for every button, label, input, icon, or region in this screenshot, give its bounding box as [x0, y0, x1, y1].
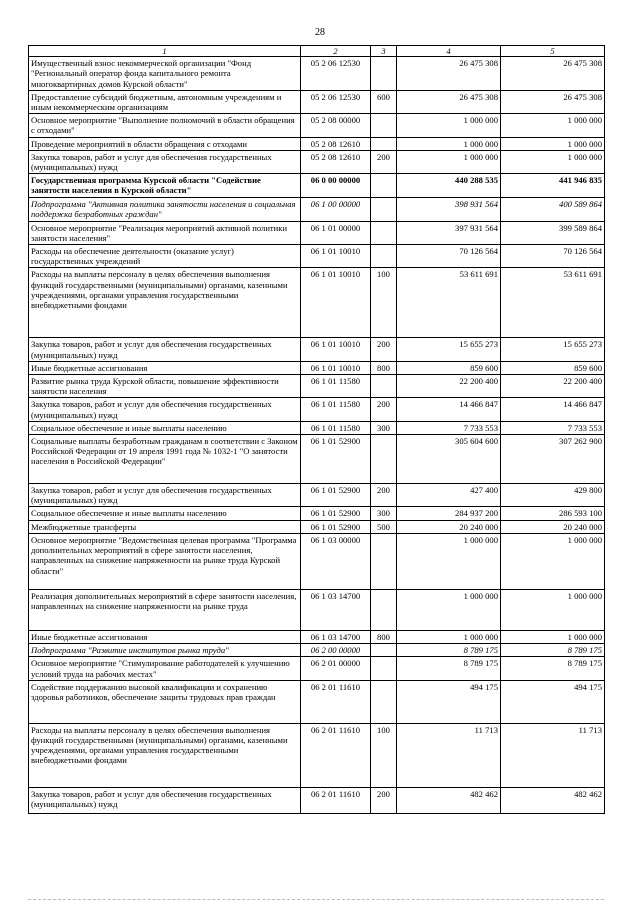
amount-year-2-cell: 11 713 — [501, 723, 605, 787]
target-code-cell: 06 1 01 52900 — [301, 520, 371, 533]
row-name-cell: Расходы на выплаты персоналу в целях обеспечения выполнения функций государственными (муниципальными) органами, казенными учреждениями, органами управления государственными внебюджетными фондами — [29, 268, 301, 338]
target-code-cell: 06 1 01 11580 — [301, 398, 371, 421]
row-name-cell: Государственная программа Курской области "Содействие занятости населения в Курской области" — [29, 174, 301, 198]
target-code-cell: 06 2 00 00000 — [301, 644, 371, 657]
amount-year-2-cell: 53 611 691 — [501, 268, 605, 338]
amount-year-1-cell: 1 000 000 — [397, 630, 501, 643]
amount-year-2-cell: 1 000 000 — [501, 533, 605, 589]
column-number-2: 2 — [301, 46, 371, 57]
table-row — [29, 787, 605, 813]
target-code-cell: 06 1 01 10010 — [301, 268, 371, 338]
row-name-cell: Социальные выплаты безработным гражданам в соответствии с Законом Российской Федерации от 19 апреля 1991 года № 1032-1 "О занятости населения в Российской Федерации" — [29, 435, 301, 484]
amount-year-1-cell: 1 000 000 — [397, 533, 501, 589]
row-name-cell: Расходы на обеспечение деятельности (оказание услуг) государственных учреждений — [29, 245, 301, 268]
amount-year-1-cell: 8 789 175 — [397, 644, 501, 657]
amount-year-2-cell: 26 475 308 — [501, 90, 605, 113]
row-name-cell: Основное мероприятие "Выполнение полномочий в области обращения с отходами" — [29, 114, 301, 137]
row-name-cell: Реализация дополнительных мероприятий в сфере занятости населения, направленных на снижение напряженности на рынке труда — [29, 589, 301, 630]
table-row — [29, 723, 605, 787]
table-row — [29, 680, 605, 723]
row-name-cell: Социальное обеспечение и иные выплаты населению — [29, 507, 301, 520]
target-code-cell: 06 1 01 52900 — [301, 435, 371, 484]
target-code-cell: 06 1 01 11580 — [301, 421, 371, 434]
amount-year-2-cell: 20 240 000 — [501, 520, 605, 533]
expense-type-cell — [371, 137, 397, 150]
table-row — [29, 657, 605, 680]
amount-year-2-cell: 8 789 175 — [501, 657, 605, 680]
table-row — [29, 338, 605, 361]
table-row — [29, 361, 605, 374]
expense-type-cell — [371, 198, 397, 221]
amount-year-1-cell: 7 733 553 — [397, 421, 501, 434]
amount-year-1-cell: 26 475 308 — [397, 57, 501, 91]
amount-year-2-cell: 1 000 000 — [501, 137, 605, 150]
row-name-cell: Содействие поддержанию высокой квалификации и сохранению здоровья работников, обеспечение защиты трудовых прав граждан — [29, 680, 301, 723]
target-code-cell: 06 1 01 00000 — [301, 221, 371, 244]
amount-year-2-cell: 441 946 835 — [501, 174, 605, 198]
amount-year-1-cell: 284 937 200 — [397, 507, 501, 520]
expense-type-cell: 200 — [371, 484, 397, 507]
expense-type-cell: 100 — [371, 723, 397, 787]
table-row — [29, 268, 605, 338]
expense-type-cell: 200 — [371, 338, 397, 361]
target-code-cell: 05 2 06 12530 — [301, 57, 371, 91]
table-row — [29, 90, 605, 113]
amount-year-1-cell: 1 000 000 — [397, 114, 501, 137]
target-code-cell: 06 0 00 00000 — [301, 174, 371, 198]
target-code-cell: 06 1 01 11580 — [301, 375, 371, 398]
row-name-cell: Закупка товаров, работ и услуг для обеспечения государственных (муниципальных) нужд — [29, 484, 301, 507]
row-name-cell: Основное мероприятие "Ведомственная целевая программа "Программа дополнительных мероприятий в сфере занятости населения, направленных на снижение напряженности на рынке труда Курской области" — [29, 533, 301, 589]
amount-year-1-cell: 70 126 564 — [397, 245, 501, 268]
amount-year-1-cell: 1 000 000 — [397, 589, 501, 630]
column-number-3: 3 — [371, 46, 397, 57]
amount-year-2-cell: 26 475 308 — [501, 57, 605, 91]
amount-year-1-cell: 53 611 691 — [397, 268, 501, 338]
amount-year-2-cell: 429 800 — [501, 484, 605, 507]
table-row — [29, 114, 605, 137]
row-name-cell: Развитие рынка труда Курской области, повышение эффективности занятости населения — [29, 375, 301, 398]
expense-type-cell: 800 — [371, 361, 397, 374]
expense-type-cell — [371, 375, 397, 398]
amount-year-1-cell: 22 200 400 — [397, 375, 501, 398]
expense-type-cell: 600 — [371, 90, 397, 113]
row-name-cell: Имущественный взнос некоммерческой организации "Фонд "Региональный оператор фонда капитального ремонта многоквартирных домов Курской области" — [29, 57, 301, 91]
row-name-cell: Закупка товаров, работ и услуг для обеспечения государственных (муниципальных) нужд — [29, 398, 301, 421]
table-row — [29, 398, 605, 421]
row-name-cell: Подпрограмма "Развитие институтов рынка труда" — [29, 644, 301, 657]
row-name-cell: Закупка товаров, работ и услуг для обеспечения государственных (муниципальных) нужд — [29, 787, 301, 813]
target-code-cell: 06 2 01 11610 — [301, 723, 371, 787]
table-row — [29, 630, 605, 643]
expense-type-cell — [371, 245, 397, 268]
amount-year-2-cell: 859 600 — [501, 361, 605, 374]
table-row — [29, 198, 605, 221]
target-code-cell: 05 2 08 12610 — [301, 137, 371, 150]
row-name-cell: Расходы на выплаты персоналу в целях обеспечения выполнения функций государственными (муниципальными) органами, казенными учреждениями, органами управления государственными внебюджетными фондами — [29, 723, 301, 787]
amount-year-2-cell: 7 733 553 — [501, 421, 605, 434]
target-code-cell: 06 1 01 10010 — [301, 361, 371, 374]
target-code-cell: 06 1 03 00000 — [301, 533, 371, 589]
budget-table — [28, 45, 605, 814]
row-name-cell: Предоставление субсидий бюджетным, автономным учреждениям и иным некоммерческим организациям — [29, 90, 301, 113]
row-name-cell: Подпрограмма "Активная политика занятости населения и социальная поддержка безработных граждан" — [29, 198, 301, 221]
row-name-cell: Иные бюджетные ассигнования — [29, 630, 301, 643]
amount-year-1-cell: 14 466 847 — [397, 398, 501, 421]
amount-year-1-cell: 26 475 308 — [397, 90, 501, 113]
amount-year-1-cell: 398 931 564 — [397, 198, 501, 221]
footer-divider — [28, 899, 604, 900]
row-name-cell: Закупка товаров, работ и услуг для обеспечения государственных (муниципальных) нужд — [29, 150, 301, 173]
table-row — [29, 57, 605, 91]
table-row — [29, 221, 605, 244]
table-row — [29, 137, 605, 150]
expense-type-cell — [371, 657, 397, 680]
table-row — [29, 507, 605, 520]
column-number-4: 4 — [397, 46, 501, 57]
amount-year-1-cell: 1 000 000 — [397, 137, 501, 150]
amount-year-2-cell: 286 593 100 — [501, 507, 605, 520]
amount-year-1-cell: 1 000 000 — [397, 150, 501, 173]
expense-type-cell: 100 — [371, 268, 397, 338]
amount-year-1-cell: 305 604 600 — [397, 435, 501, 484]
amount-year-1-cell: 440 288 535 — [397, 174, 501, 198]
amount-year-2-cell: 22 200 400 — [501, 375, 605, 398]
table-row — [29, 644, 605, 657]
column-number-1: 1 — [29, 46, 301, 57]
row-name-cell: Закупка товаров, работ и услуг для обеспечения государственных (муниципальных) нужд — [29, 338, 301, 361]
row-name-cell: Социальное обеспечение и иные выплаты населению — [29, 421, 301, 434]
expense-type-cell — [371, 57, 397, 91]
amount-year-2-cell: 494 175 — [501, 680, 605, 723]
expense-type-cell: 800 — [371, 630, 397, 643]
expense-type-cell — [371, 114, 397, 137]
target-code-cell: 06 1 03 14700 — [301, 630, 371, 643]
amount-year-1-cell: 20 240 000 — [397, 520, 501, 533]
amount-year-1-cell: 427 400 — [397, 484, 501, 507]
table-row — [29, 421, 605, 434]
target-code-cell: 06 2 01 00000 — [301, 657, 371, 680]
amount-year-2-cell: 399 589 864 — [501, 221, 605, 244]
target-code-cell: 06 2 01 11610 — [301, 680, 371, 723]
table-row — [29, 150, 605, 173]
target-code-cell: 05 2 08 00000 — [301, 114, 371, 137]
table-row — [29, 435, 605, 484]
target-code-cell: 06 1 01 52900 — [301, 507, 371, 520]
target-code-cell: 06 1 01 10010 — [301, 338, 371, 361]
expense-type-cell: 300 — [371, 507, 397, 520]
expense-type-cell — [371, 680, 397, 723]
expense-type-cell — [371, 533, 397, 589]
expense-type-cell: 200 — [371, 150, 397, 173]
expense-type-cell — [371, 435, 397, 484]
page-number: 28 — [315, 27, 325, 38]
table-row — [29, 245, 605, 268]
target-code-cell: 06 1 00 00000 — [301, 198, 371, 221]
expense-type-cell: 200 — [371, 787, 397, 813]
row-name-cell: Основное мероприятие "Стимулирование работодателей к улучшению условий труда на рабочих местах" — [29, 657, 301, 680]
amount-year-2-cell: 70 126 564 — [501, 245, 605, 268]
target-code-cell: 06 2 01 11610 — [301, 787, 371, 813]
row-name-cell: Основное мероприятие "Реализация мероприятий активной политики занятости населения" — [29, 221, 301, 244]
expense-type-cell: 500 — [371, 520, 397, 533]
table-row — [29, 375, 605, 398]
column-number-row — [29, 46, 605, 57]
target-code-cell: 06 1 01 10010 — [301, 245, 371, 268]
target-code-cell: 06 1 01 52900 — [301, 484, 371, 507]
amount-year-2-cell: 15 655 273 — [501, 338, 605, 361]
expense-type-cell — [371, 221, 397, 244]
amount-year-1-cell: 494 175 — [397, 680, 501, 723]
amount-year-2-cell: 1 000 000 — [501, 150, 605, 173]
amount-year-2-cell: 1 000 000 — [501, 589, 605, 630]
expense-type-cell — [371, 589, 397, 630]
expense-type-cell — [371, 644, 397, 657]
expense-type-cell: 200 — [371, 398, 397, 421]
amount-year-2-cell: 482 462 — [501, 787, 605, 813]
target-code-cell: 05 2 06 12530 — [301, 90, 371, 113]
amount-year-1-cell: 397 931 564 — [397, 221, 501, 244]
row-name-cell: Иные бюджетные ассигнования — [29, 361, 301, 374]
row-name-cell: Проведение мероприятий в области обращения с отходами — [29, 137, 301, 150]
expense-type-cell: 300 — [371, 421, 397, 434]
amount-year-2-cell: 14 466 847 — [501, 398, 605, 421]
expense-type-cell — [371, 174, 397, 198]
target-code-cell: 06 1 03 14700 — [301, 589, 371, 630]
table-row — [29, 589, 605, 630]
table-row — [29, 520, 605, 533]
amount-year-1-cell: 11 713 — [397, 723, 501, 787]
amount-year-2-cell: 400 589 864 — [501, 198, 605, 221]
table-row — [29, 484, 605, 507]
amount-year-1-cell: 859 600 — [397, 361, 501, 374]
target-code-cell: 05 2 08 12610 — [301, 150, 371, 173]
amount-year-1-cell: 15 655 273 — [397, 338, 501, 361]
row-name-cell: Межбюджетные трансферты — [29, 520, 301, 533]
amount-year-2-cell: 307 262 900 — [501, 435, 605, 484]
table-row — [29, 174, 605, 198]
amount-year-2-cell: 1 000 000 — [501, 114, 605, 137]
amount-year-2-cell: 1 000 000 — [501, 630, 605, 643]
column-number-5: 5 — [501, 46, 605, 57]
amount-year-1-cell: 482 462 — [397, 787, 501, 813]
amount-year-1-cell: 8 789 175 — [397, 657, 501, 680]
amount-year-2-cell: 8 789 175 — [501, 644, 605, 657]
table-row — [29, 533, 605, 589]
